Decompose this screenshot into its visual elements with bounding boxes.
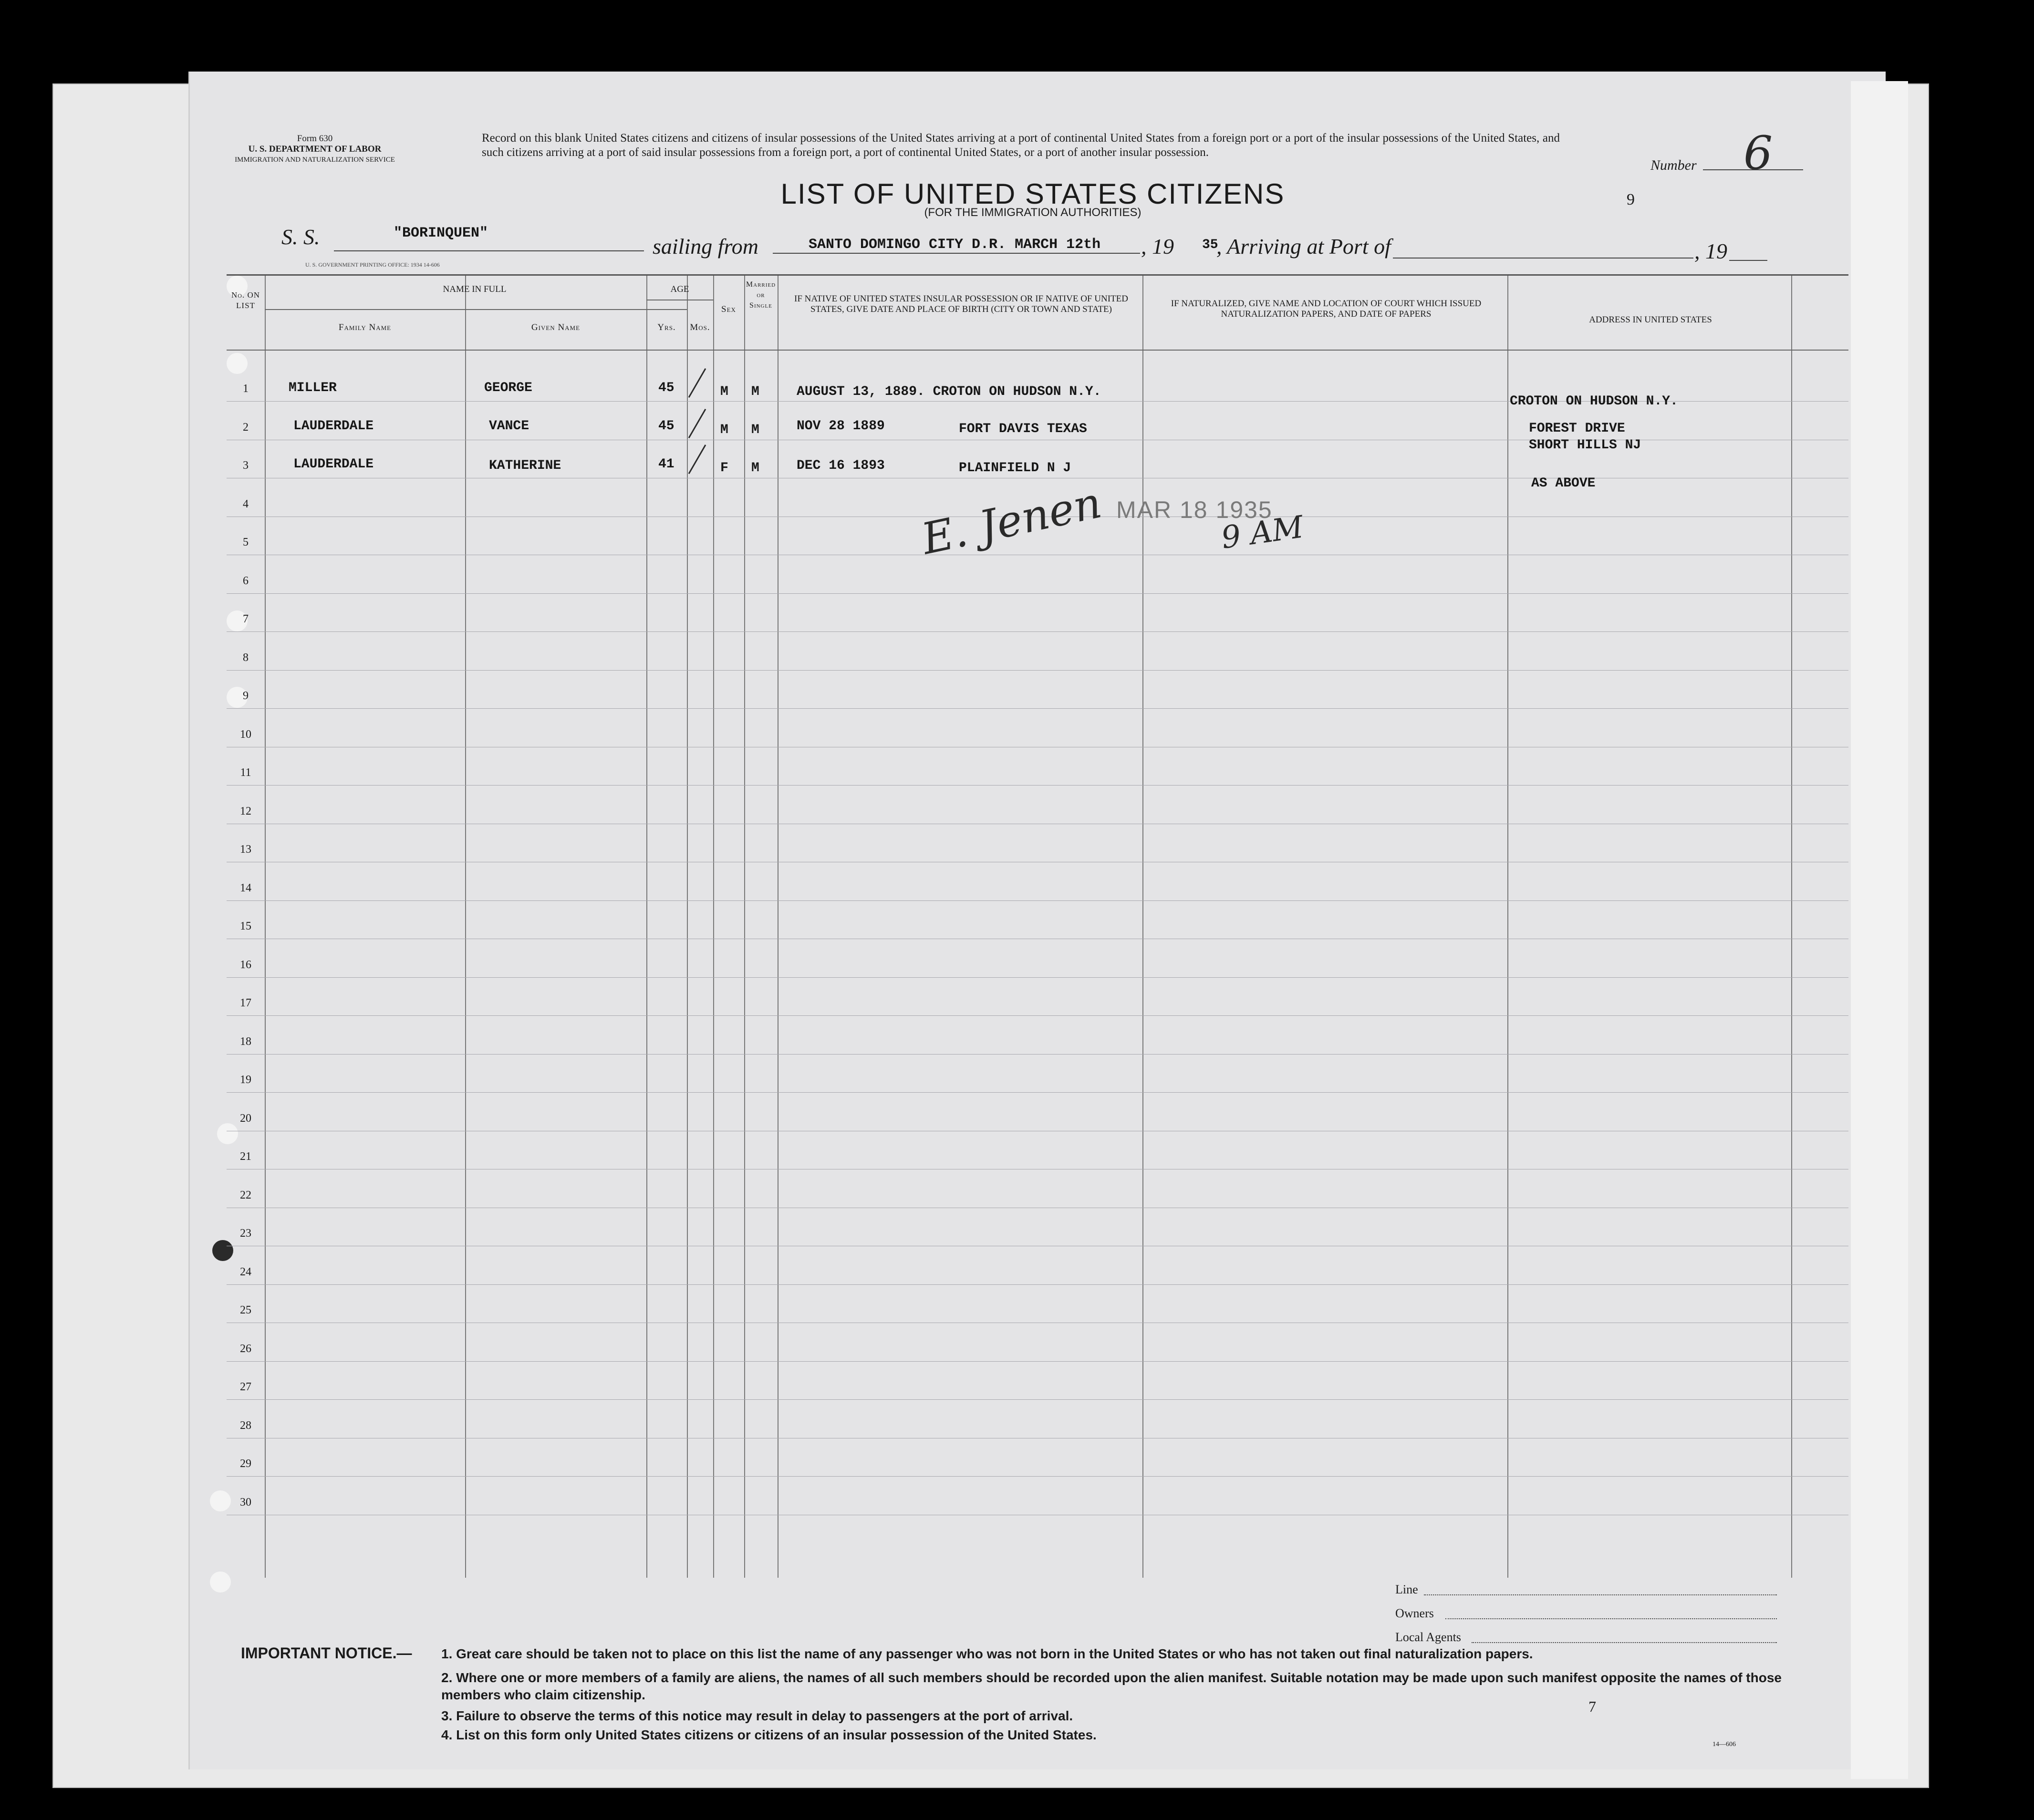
row-number: 16 — [240, 958, 251, 971]
row-number: 24 — [240, 1265, 251, 1278]
row-number: 4 — [243, 497, 249, 510]
row-number: 18 — [240, 1035, 251, 1048]
row-number: 14 — [240, 881, 251, 894]
address-2: FOREST DRIVE — [1529, 421, 1625, 436]
department: U. S. DEPARTMENT OF LABOR — [248, 144, 382, 154]
header-family-name: Family Name — [338, 322, 392, 332]
number-label: Number — [1650, 157, 1697, 173]
year-suffix: , 19 — [1694, 239, 1727, 263]
row-number: 21 — [240, 1150, 251, 1163]
row-number: 3 — [243, 459, 249, 472]
row-number: 13 — [240, 843, 251, 856]
given-name-3: KATHERINE — [489, 458, 561, 473]
column-divider — [1507, 276, 1508, 1578]
table-row — [227, 1361, 1848, 1362]
form-id — [229, 134, 401, 165]
age-check-mark — [688, 368, 706, 398]
line-field — [1424, 1594, 1777, 1595]
table-row — [227, 1476, 1848, 1477]
column-divider — [687, 276, 688, 1578]
owners-field — [1445, 1618, 1777, 1619]
sex-1: M — [720, 384, 728, 399]
column-divider — [1142, 276, 1143, 1578]
row-number: 6 — [243, 574, 249, 587]
table-row — [227, 593, 1848, 594]
age-check-mark — [688, 445, 706, 474]
page-title: LIST OF UNITED STATES CITIZENS — [780, 178, 1285, 210]
departure-port: SANTO DOMINGO CITY D.R. MARCH 12th — [809, 237, 1101, 253]
marital-3: M — [751, 461, 759, 476]
row-number: 27 — [240, 1381, 251, 1393]
header-birth: IF NATIVE OF UNITED STATES INSULAR POSSESSION OR IF NATIVE OF UNITED STATES, GIVE DATE AND PLACE OF BIRTH (CITY OR TOWN AND STATE) — [794, 294, 1128, 314]
row-number: 30 — [240, 1496, 251, 1509]
column-divider — [646, 276, 647, 1578]
given-name-2: VANCE — [489, 419, 529, 434]
row-number: 11 — [240, 766, 251, 779]
notice-1: 1. Great care should be taken not to place on this list the name of any passenger who was not born in the United States or who has not taken out final naturalization papers. — [441, 1646, 1533, 1661]
table-row — [227, 1015, 1848, 1016]
address-3: AS ABOVE — [1531, 476, 1596, 491]
notice-4: 4. List on this form only United States citizens or citizens of an insular possession of the United States. — [441, 1727, 1097, 1742]
row-number: 19 — [240, 1074, 251, 1086]
local-agents-field — [1472, 1642, 1777, 1643]
family-name-2: LAUDERDALE — [293, 419, 374, 434]
stray-mark: 9 — [1627, 191, 1635, 208]
notice-2: 2. Where one or more members of a family are aliens, the names of all such members should be recorded upon the alien manifest. Suitable notation may be made upon such manifest opposite the names of those members who claim citizenship. — [441, 1670, 1782, 1702]
row-number: 28 — [240, 1419, 251, 1432]
column-divider — [465, 276, 466, 1578]
row-number: 1 — [243, 383, 249, 395]
header-bottom-rule — [227, 350, 1848, 351]
sex-2: M — [720, 423, 728, 437]
birth-2: NOV 28 1889 — [797, 419, 885, 434]
sailing-label: sailing from — [653, 234, 758, 259]
inspector-signature: E. Jenen — [917, 477, 1106, 565]
row-number: 9 — [243, 690, 249, 702]
row-number: 22 — [240, 1189, 251, 1201]
address-2-line-2: SHORT HILLS NJ — [1529, 438, 1641, 453]
age-1: 45 — [658, 381, 675, 395]
table-row — [227, 900, 1848, 901]
row-number: 2 — [243, 421, 249, 434]
row-number: 12 — [240, 805, 251, 817]
birth-1: AUGUST 13, 1889. CROTON ON HUDSON N.Y. — [797, 384, 1101, 399]
year-value: 35 — [1202, 238, 1218, 252]
birth-place-3: PLAINFIELD N J — [959, 461, 1071, 476]
given-name-1: GEORGE — [484, 381, 532, 395]
table-row — [227, 977, 1848, 978]
age-check-mark — [688, 409, 706, 438]
table-row — [227, 1399, 1848, 1400]
notice-3: 3. Failure to observe the terms of this notice may result in delay to passengers at the port of arrival. — [441, 1708, 1073, 1723]
local-agents-label: Local Agents — [1395, 1630, 1461, 1644]
row-number: 5 — [243, 536, 249, 548]
form-number: Form 630 — [297, 134, 333, 144]
table-row — [227, 785, 1848, 786]
age-3: 41 — [658, 457, 675, 472]
table-row — [227, 631, 1848, 632]
line-label: Line — [1395, 1582, 1418, 1596]
row-number: 20 — [240, 1112, 251, 1125]
arriving-label: , Arriving at Port of — [1216, 234, 1391, 259]
birth-place-2: FORT DAVIS TEXAS — [959, 422, 1087, 436]
ship-line — [334, 250, 644, 251]
page-edge — [1851, 81, 1908, 1779]
table-row — [227, 708, 1848, 709]
header-yrs: Yrs. — [657, 322, 676, 332]
owners-label: Owners — [1395, 1606, 1434, 1620]
ss-label: S. S. — [281, 225, 320, 249]
from-line — [773, 253, 1140, 254]
year-line — [1729, 260, 1767, 261]
page-subtitle: (FOR THE IMMIGRATION AUTHORITIES) — [924, 206, 1142, 219]
year-prefix: , 19 — [1141, 234, 1174, 259]
row-number: 7 — [243, 613, 249, 625]
birth-3: DEC 16 1893 — [797, 458, 885, 473]
instructions: Record on this blank United States citizens and citizens of insular possessions of the United States arriving at a port of continental United States from a foreign port or a port of the insular possessions of the United States, and such citizens arriving at a port of said insular possessions from a foreign port, a port of continental United States, or a port of another insular possession. — [482, 132, 1560, 159]
header-name-in-full: NAME IN FULL — [443, 284, 507, 294]
row-number: 25 — [240, 1304, 251, 1316]
form-code: 14—606 — [1712, 1741, 1736, 1748]
address-1: CROTON ON HUDSON N.Y. — [1510, 394, 1678, 409]
time-mark: 9 AM — [1219, 509, 1306, 556]
row-number: 10 — [240, 728, 251, 741]
passenger-table — [227, 274, 1848, 1578]
column-divider — [744, 276, 745, 1578]
row-number: 15 — [240, 920, 251, 932]
print-note: U. S. GOVERNMENT PRINTING OFFICE: 1934 14-606 — [305, 261, 440, 268]
arrival-line — [1393, 258, 1693, 259]
family-name-3: LAUDERDALE — [293, 457, 374, 472]
table-row — [227, 1092, 1848, 1093]
header-age: AGE — [670, 284, 689, 294]
age-2: 45 — [658, 419, 675, 434]
ship-name: "BORINQUEN" — [394, 225, 488, 241]
header-no: No. ON LIST — [231, 290, 260, 310]
header-address: ADDRESS IN UNITED STATES — [1589, 315, 1712, 325]
header-rule — [265, 309, 687, 310]
sex-3: F — [720, 461, 728, 476]
header-given-name: Given Name — [531, 322, 581, 332]
column-divider — [1791, 276, 1792, 1578]
column-divider — [265, 276, 266, 1578]
header-sex: Sex — [721, 304, 736, 314]
table-row — [227, 670, 1848, 671]
date-stamp: MAR 18 1935 — [1116, 496, 1273, 523]
header-marital: Married or Single — [746, 280, 776, 310]
row-number: 8 — [243, 651, 249, 664]
table-row — [227, 1284, 1848, 1285]
marital-2: M — [751, 423, 759, 437]
header-mos: Mos. — [690, 322, 710, 332]
row-number: 29 — [240, 1458, 251, 1470]
header-naturalized: IF NATURALIZED, GIVE NAME AND LOCATION OF COURT WHICH ISSUED NATURALIZATION PAPERS, AND DATE OF PAPERS — [1171, 299, 1482, 319]
row-number: 17 — [240, 997, 251, 1009]
row-number: 23 — [240, 1227, 251, 1240]
service: IMMIGRATION AND NATURALIZATION SERVICE — [235, 156, 395, 164]
column-divider — [713, 276, 714, 1578]
row-number: 26 — [240, 1342, 251, 1355]
stray-mark-footer: 7 — [1588, 1698, 1596, 1715]
notice-heading: IMPORTANT NOTICE.— — [241, 1644, 412, 1662]
list-number: 6 — [1743, 126, 1773, 180]
marital-1: M — [751, 384, 759, 399]
table-row — [227, 1054, 1848, 1055]
family-name-1: MILLER — [289, 381, 337, 395]
